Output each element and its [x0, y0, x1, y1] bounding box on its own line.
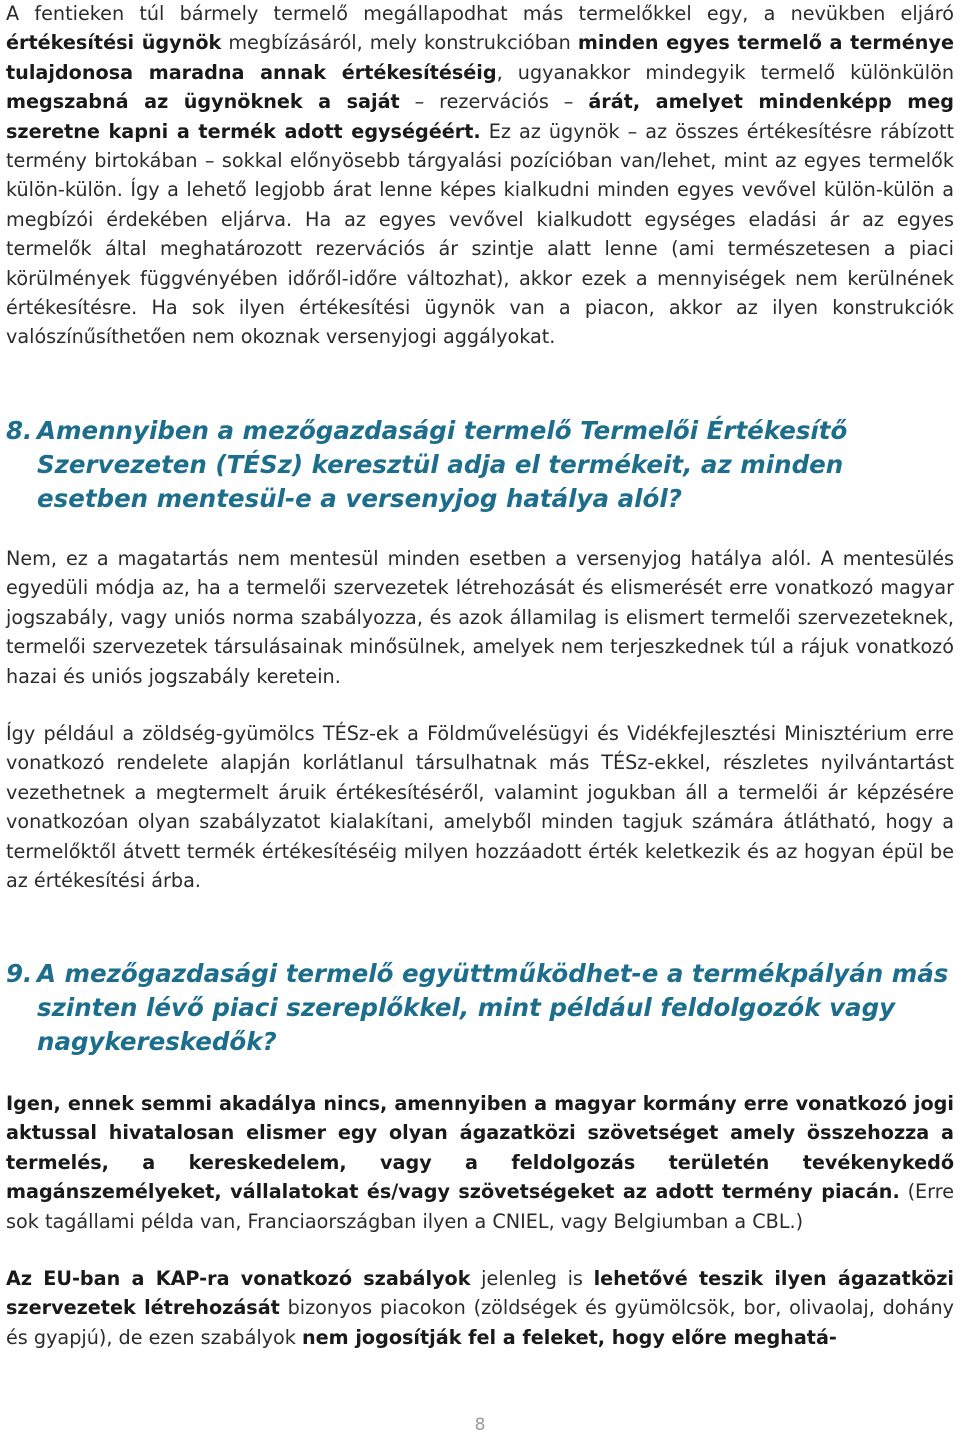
- text-run: , ugyanakkor mindegyik termelő különkülön: [496, 60, 954, 84]
- paragraph-interbranch: [6, 1089, 954, 1236]
- text-run: bizonyos piacokon (zöldségek és gyümölcsök, bor, olivaolaj, dohány és gyapjú), de ezen szabályok: [6, 1296, 954, 1349]
- text-run: megbízásáról, mely konstrukcióban: [221, 31, 578, 55]
- question-text: Amennyiben a mezőgazdasági termelő Termelői Értékesítő Szervezeten (TÉSz) keresztül adja el termékeit, az minden esetben mentesül-e a versenyjog hatálya alól?: [37, 416, 848, 513]
- bold-run: Igen, ennek semmi akadálya nincs, amennyiben a magyar kormány erre vonatkozó jogi aktussal hivatalosan elismer egy olyan ágazatközi szövetséget amely összehozza a termelés, a kereskedelem, vagy a feldolgozás területén tevékenykedő magánszemélyeket, vállalatokat és/vagy szövetségeket az adott termény piacán.: [6, 1092, 954, 1204]
- bold-run: Az EU-ban a KAP-ra vonatkozó szabályok: [6, 1267, 471, 1290]
- paragraph-example: [6, 719, 954, 895]
- bold-run: lehetővé teszik ilyen ágazatközi szervezetek létrehozását: [6, 1267, 955, 1320]
- text-run: Ez az ügynök – az összes értékesítésre rábízott termény birtokában – sokkal előnyösebb tárgyalási pozícióban van/lehet, mint az egyes termelők külön-külön. Így a lehető legjobb árat lenne képes kialkudni minden egyes vevővel külön-külön a megbízói érdekében eljárva. Ha az egyes vevővel kialkudott egységes eladási ár az egyes termelők által meghatározott rezervációs ár szintje alatt lenne (ami természetesen a piaci körülmények függvényében időről-időre változhat), akkor ezek a mennyiségek nem kerülnének értékesítésre. Ha sok ilyen értékesítési ügynök van a piacon, akkor az ilyen konstrukciók valószínűsíthetően nem okoznak versenyjogi aggályokat.: [6, 119, 954, 349]
- question-number: 9.: [6, 959, 33, 988]
- text-run: Nem, ez a magatartás nem mentesül minden esetben a versenyjog hatálya alól.: [6, 547, 821, 570]
- text-run: A mentesülés egyedüli módja az, ha a termelői szervezetek létrehozását és elismerését erre vonatkozó magyar jogszabály, vagy uniós norma szabályozza, és azok államilag is elismert termelői szervezeteknek, termelői szervezetek társulásainak minősülnek, amelyek nem terjeszkednek túl a rájuk vonatkozó hazai és uniós jogszabály keretein.: [6, 547, 954, 688]
- bold-run: árát, amelyet mindenképp meg szeretne kapni a termék adott egységéért.: [6, 90, 954, 143]
- paragraph-tesz-exemption: [6, 544, 954, 691]
- text-run: jelenleg is: [470, 1267, 594, 1290]
- question-number: 8.: [6, 416, 33, 445]
- question-9-heading: [6, 957, 954, 1059]
- question-8-heading: [6, 414, 954, 516]
- bold-run: megszabná az ügynöknek a saját: [6, 90, 400, 114]
- bold-run: minden egyes termelő a terménye tulajdonosa maradna annak értékesítéséig: [6, 31, 954, 84]
- paragraph-sales-agent: [6, 0, 954, 352]
- text-run: – rezervációs –: [399, 90, 589, 114]
- question-text: A mezőgazdasági termelő együttműködhet-e a termékpályán más szinten lévő piaci szereplőkkel, mint például feldolgozók vagy nagykereskedők?: [37, 959, 949, 1056]
- text-run: A fentieken túl bármely termelő megállapodhat más termelőkkel egy, a nevükben eljáró: [6, 2, 954, 25]
- bold-run: nem jogosítják fel a feleket, hogy előre meghatá-: [301, 1325, 837, 1349]
- text-run: Így például a zöldség-gyümölcs TÉSz-ek a Földművelésügyi és Vidékfejlesztési Minisztérium erre vonatkozó rendelete alapján korlátlanul társulhatnak más TÉSz-ekkel, részletes nyilvántartást vezethetnek a megtermelt áruik értékesítéséről, valamint jogukban áll a termelői ár képzésére vonatkozóan olyan szabályzatot kialakítani, amelyből minden tagjuk számára átlátható, hogy a termelőktől átvett termék értékesítéséig milyen hozzáadott érték keletkezik és az hogyan épül be az értékesítési árba.: [6, 722, 954, 893]
- paragraph-eu-cap: [6, 1264, 954, 1352]
- text-run: (Erre sok tagállami példa van, Franciaországban ilyen a CNIEL, vagy Belgiumban a CBL.): [6, 1180, 955, 1233]
- page-number: 8: [474, 1415, 486, 1435]
- bold-run: értékesítési ügynök: [6, 31, 222, 55]
